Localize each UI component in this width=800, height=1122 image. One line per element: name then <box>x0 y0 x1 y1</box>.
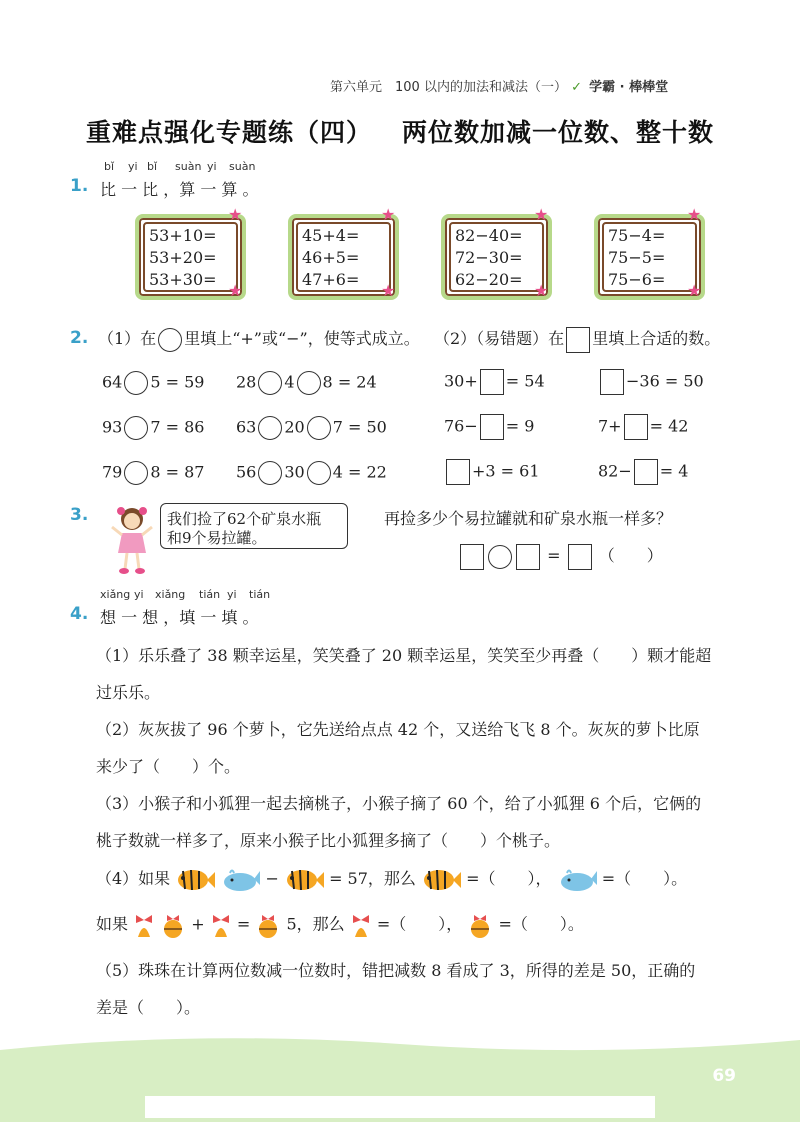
operand: 4 <box>284 372 295 392</box>
q2-right1-row-1 <box>444 369 545 395</box>
title-sub: 两位数加减一位数、整十数 <box>402 118 715 147</box>
q4-number: 4. <box>70 604 89 624</box>
sign-input[interactable] <box>297 371 321 395</box>
sign-input[interactable] <box>124 461 148 485</box>
operand: 76− <box>444 416 478 436</box>
star-icon: ★ <box>228 281 243 300</box>
speech-bubble <box>160 503 348 549</box>
square-blank-icon <box>566 327 590 353</box>
operand: 28 <box>236 372 257 392</box>
q3-number: 3. <box>70 505 89 525</box>
p4b-five: 5，那么 <box>286 914 345 934</box>
operand: 20 <box>284 417 305 437</box>
number-input[interactable] <box>624 414 648 440</box>
q2-left-row-2 <box>102 416 204 440</box>
bell-ball-icon <box>160 911 186 939</box>
result: = 42 <box>649 416 689 436</box>
result: 8 = 87 <box>150 462 205 482</box>
bell-ball-icon <box>467 911 493 939</box>
bell-bow-icon <box>350 911 372 939</box>
operand: 30+ <box>444 371 478 391</box>
plus-sign: + <box>191 914 205 934</box>
girl-illustration-icon <box>108 503 156 575</box>
q2-left-row-1 <box>102 371 204 395</box>
result: = 4 <box>659 461 689 481</box>
number-input[interactable] <box>600 369 624 395</box>
q2-p2-text-b: 里填上合适的数。 <box>592 329 721 348</box>
unit-header <box>330 76 668 95</box>
q2-part1-instruction <box>98 326 420 352</box>
page-number: 69 <box>712 1066 736 1086</box>
frame-2-line-2: 46+5= <box>302 248 360 267</box>
p4a-eq57: = 57，那么 <box>329 869 416 888</box>
sign-input[interactable] <box>258 416 282 440</box>
frame-4-line-2: 75−5= <box>608 248 666 267</box>
q4-p1-line2: 过乐乐。 <box>96 683 161 702</box>
circle-blank-icon <box>158 328 182 352</box>
sign-input[interactable] <box>258 461 282 485</box>
sign-input[interactable] <box>307 416 331 440</box>
whale-answer-blank[interactable]: =（ ）。 <box>601 869 688 888</box>
operand: 7+ <box>598 416 622 436</box>
q2-right2-row-3 <box>598 459 688 485</box>
pinyin-4: suàn <box>175 160 202 173</box>
frame-3-line-3: 62−20= <box>455 270 523 289</box>
number-input[interactable] <box>634 459 658 485</box>
frame-4-line-3: 75−6= <box>608 270 666 289</box>
star-icon: ★ <box>381 281 396 300</box>
pinyin-1: bǐ <box>104 160 115 173</box>
ball-answer-blank[interactable]: =（ ）。 <box>498 914 584 934</box>
pinyin-5: yi <box>227 588 237 601</box>
sign-input[interactable] <box>307 461 331 485</box>
star-icon: ★ <box>534 205 549 224</box>
q4-instruction: 想 一 想 ，填 一 填 。 <box>100 608 259 627</box>
result: −36 = 50 <box>626 371 704 391</box>
frame-4-line-1: 75−4= <box>608 226 666 245</box>
number-input[interactable] <box>480 369 504 395</box>
q4-p5-line2: 差是（ ）。 <box>96 998 201 1017</box>
q4-p4-line1 <box>96 866 687 893</box>
page-title <box>0 113 800 149</box>
q1-number: 1. <box>70 176 89 196</box>
number-input[interactable] <box>460 544 484 570</box>
leaf-logo-icon: ✓ <box>571 80 582 95</box>
q2-right1-row-2 <box>444 414 534 440</box>
star-icon: ★ <box>228 205 243 224</box>
q2-mid-row-1 <box>236 371 377 395</box>
sign-input[interactable] <box>124 371 148 395</box>
sign-input[interactable] <box>124 416 148 440</box>
q4-p2-line2: 来少了（ ）个。 <box>96 757 241 776</box>
fish-answer-blank[interactable]: =（ ）， <box>466 869 552 888</box>
q2-right2-row-2 <box>598 414 688 440</box>
q2-p1-text-b: 里填上“+”或“−”，使等式成立。 <box>184 329 420 348</box>
fish-icon <box>284 867 324 893</box>
star-icon: ★ <box>381 205 396 224</box>
number-input[interactable] <box>516 544 540 570</box>
q3-equation <box>458 543 663 570</box>
pinyin-1: xiǎng <box>100 588 131 601</box>
result: 5 = 59 <box>150 372 205 392</box>
pinyin-2: yi <box>128 160 138 173</box>
frame-3-line-2: 72−30= <box>455 248 523 267</box>
whale-icon <box>220 867 260 893</box>
q2-left-row-3 <box>102 461 204 485</box>
result: 7 = 86 <box>150 417 205 437</box>
pinyin-2: yi <box>134 588 144 601</box>
brand-label: 学霸 · 棒棒堂 <box>589 80 669 95</box>
frame-2-line-1: 45+4= <box>302 226 360 245</box>
number-input[interactable] <box>446 459 470 485</box>
equals-sign: = <box>236 914 251 934</box>
operand: 93 <box>102 417 123 437</box>
minus-sign: − <box>265 869 279 888</box>
fish-icon <box>175 867 215 893</box>
pinyin-3: xiǎng <box>155 588 186 601</box>
frame-1-line-2: 53+20= <box>149 248 217 267</box>
whale-icon <box>557 867 597 893</box>
pinyin-5: yi <box>207 160 217 173</box>
q4-p2-line1: （2）灰灰拔了 96 个萝卜，它先送给点点 42 个，又送给飞飞 8 个。灰灰的萝卜比原 <box>96 720 700 739</box>
operand: 30 <box>284 462 305 482</box>
number-input[interactable] <box>568 544 592 570</box>
operand: 64 <box>102 372 123 392</box>
star-icon: ★ <box>687 205 702 224</box>
q1-instruction: 比 一 比 ，算 一 算 。 <box>100 180 259 199</box>
result: 8 = 24 <box>322 372 377 392</box>
operand: 63 <box>236 417 257 437</box>
number-input[interactable] <box>480 414 504 440</box>
q2-p1-text-a: （1）在 <box>98 329 157 348</box>
q4-p3-line1: （3）小猴子和小狐狸一起去摘桃子，小猴子摘了 60 个，给了小狐狸 6 个后，它俩的 <box>96 794 702 813</box>
fish-icon <box>421 867 461 893</box>
star-icon: ★ <box>687 281 702 300</box>
sign-input[interactable] <box>488 545 512 569</box>
equals-sign: = <box>547 546 561 565</box>
footer-white-bar <box>145 1096 655 1118</box>
q2-p2-text-a: （2）（易错题）在 <box>434 329 565 348</box>
q2-number: 2. <box>70 328 89 348</box>
result: 4 = 22 <box>332 462 387 482</box>
unit-blank[interactable]: （ ） <box>598 546 663 565</box>
p4b-lead: 如果 <box>96 914 129 934</box>
result: +3 = 61 <box>472 461 540 481</box>
pinyin-4: tián <box>199 588 221 601</box>
p4a-lead: （4）如果 <box>96 869 171 888</box>
q2-mid-row-3 <box>236 461 387 485</box>
frame-1-line-1: 53+10= <box>149 226 217 245</box>
q3-question: 再捡多少个易拉罐就和矿泉水瓶一样多？ <box>384 509 673 528</box>
bell-bow-icon <box>210 911 232 939</box>
bubble-line-2: 和9个易拉罐。 <box>167 529 267 547</box>
frame-1-line-3: 53+30= <box>149 270 217 289</box>
bell-ball-icon <box>255 911 281 939</box>
pinyin-3: bǐ <box>147 160 158 173</box>
pinyin-6: tián <box>249 588 271 601</box>
star-icon: ★ <box>534 281 549 300</box>
sign-input[interactable] <box>258 371 282 395</box>
operand: 82− <box>598 461 632 481</box>
bow-answer-blank[interactable]: =（ ）， <box>376 914 463 934</box>
q4-p1-line1: （1）乐乐叠了 38 颗幸运星，笑笑叠了 20 颗幸运星，笑笑至少再叠（ ）颗才能超 <box>96 646 712 665</box>
unit-label: 第六单元 100 以内的加法和减法（一） <box>330 80 567 95</box>
title-main: 重难点强化专题练（四） <box>85 118 372 147</box>
result: = 54 <box>505 371 545 391</box>
bubble-line-1: 我们捡了62个矿泉水瓶 <box>167 510 322 528</box>
q2-mid-row-2 <box>236 416 387 440</box>
q2-right1-row-3 <box>444 459 540 485</box>
q4-p3-line2: 桃子数就一样多了，原来小猴子比小狐狸多摘了（ ）个桃子。 <box>96 831 561 850</box>
frame-2-line-3: 47+6= <box>302 270 360 289</box>
pinyin-6: suàn <box>229 160 256 173</box>
result: = 9 <box>505 416 535 436</box>
bell-bow-icon <box>133 911 155 939</box>
q4-p4-line2 <box>96 911 584 939</box>
q2-right2-row-1 <box>598 369 704 395</box>
result: 7 = 50 <box>332 417 387 437</box>
operand: 56 <box>236 462 257 482</box>
q2-part2-instruction <box>434 326 720 353</box>
q4-p5-line1: （5）珠珠在计算两位数减一位数时，错把减数 8 看成了 3，所得的差是 50，正确的 <box>96 961 696 980</box>
frame-3-line-1: 82−40= <box>455 226 523 245</box>
operand: 79 <box>102 462 123 482</box>
